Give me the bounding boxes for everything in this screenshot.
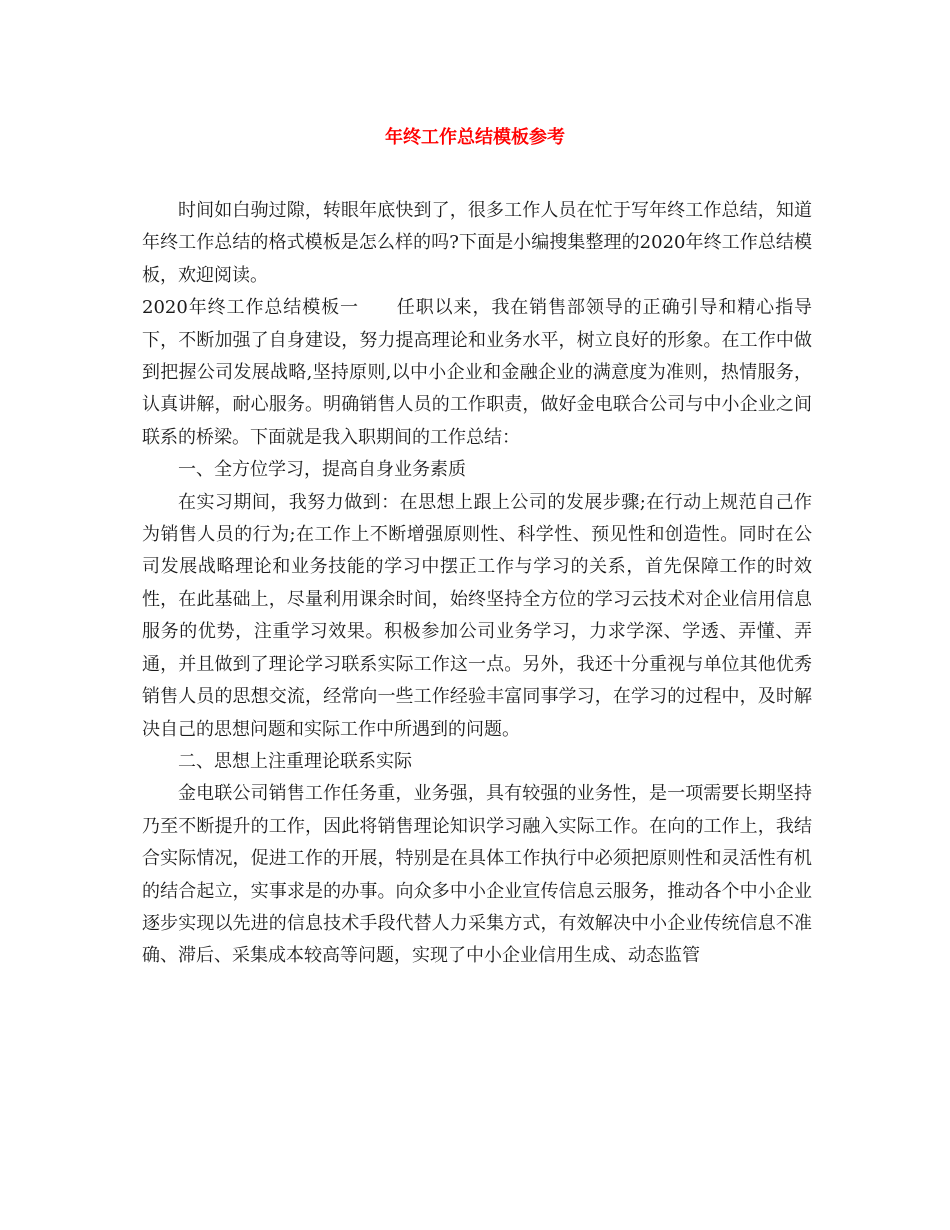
section-heading-2: 二、思想上注重理论联系实际 bbox=[178, 750, 412, 772]
document-title: 年终工作总结模板参考 bbox=[385, 127, 565, 148]
paragraph-study: 在实习期间，我努力做到：在思想上跟上公司的发展步骤;在行动上规范自己作为销售人员的行为;在工作上不断增强原则性、科学性、预见性和创造性。同时在公司发展战略理论和业务技能的学习中摆正工作与学习的关系，首先保障工作的时效性，在此基础上，尽量利用课余时间，始终坚持全方位的学习云技术对企业信用信息服务的优势，注重学习效果。积极参加公司业务学习，力求学深、学透、弄懂、弄通，并且做到了理论学习联系实际工作这一点。另外，我还十分重视与单位其他优秀销售人员的思想交流，经常向一些工作经验丰富同事学习，在学习的过程中，及时解决自己的思想问题和实际工作中所遇到的问题。 bbox=[142, 491, 812, 740]
section-heading-1: 一、全方位学习，提高自身业务素质 bbox=[178, 459, 466, 481]
paragraph-intro: 时间如白驹过隙，转眼年底快到了，很多工作人员在忙于写年终工作总结，知道年终工作总结的格式模板是怎么样的吗?下面是小编搜集整理的2020年终工作总结模板，欢迎阅读。 bbox=[142, 200, 812, 286]
paragraph-practice: 金电联公司销售工作任务重，业务强，具有较强的业务性，是一项需要长期坚持乃至不断提升的工作，因此将销售理论知识学习融入实际工作。在向的工作上，我结合实际情况，促进工作的开展，特别是在具体工作执行中必须把原则性和灵活性有机的结合起立，实事求是的办事。向众多中小企业宣传信息云服务，推动各个中小企业逐步实现以先进的信息技术手段代替人力采集方式，有效解决中小企业传统信息不准确、滞后、采集成本较高等问题，实现了中小企业信用生成、动态监管 bbox=[142, 783, 812, 967]
paragraph-template-one: 2020年终工作总结模板一 任职以来，我在销售部领导的正确引导和精心指导下，不断加强了自身建设，努力提高理论和业务水平，树立良好的形象。在工作中做到把握公司发展战略,坚持原则,以中小企业和金融企业的满意度为准则，热情服务，认真讲解，耐心服务。明确销售人员的工作职责，做好金电联合公司与中小企业之间联系的桥梁。下面就是我入职期间的工作总结： bbox=[142, 297, 812, 448]
document-body bbox=[142, 195, 812, 973]
